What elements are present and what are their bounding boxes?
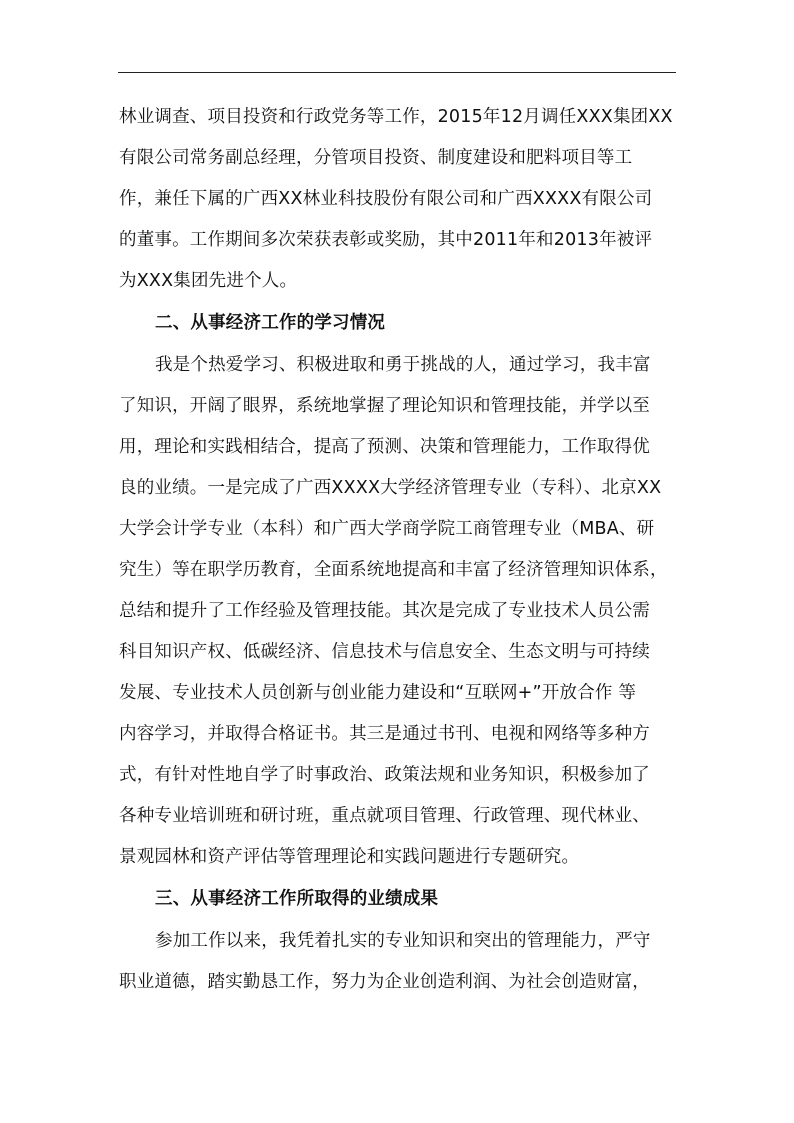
section-heading-3: 三、从事经济工作所取得的业绩成果 bbox=[155, 889, 439, 909]
paragraph-line: 了知识，开阔了眼界，系统地掌握了理论知识和管理技能，并学以至 bbox=[119, 396, 650, 416]
paragraph-line: 各种专业培训班和研讨班，重点就项目管理、行政管理、现代林业、 bbox=[119, 806, 650, 826]
paragraph-line: 式，有针对性地自学了时事政治、政策法规和业务知识，积极参加了 bbox=[119, 765, 650, 785]
paragraph-line: 景观园林和资产评估等管理理论和实践问题进行专题研究。 bbox=[119, 847, 580, 867]
paragraph-line: 为XXX集团先进个人。 bbox=[119, 271, 298, 291]
paragraph-line: 总结和提升了工作经验及管理技能。其次是完成了专业技术人员公需 bbox=[119, 601, 650, 621]
paragraph-line: 科目知识产权、低碳经济、信息技术与信息安全、生态文明与可持续 bbox=[119, 642, 650, 662]
header-rule bbox=[118, 72, 676, 73]
paragraph-line: 的董事。工作期间多次荣获表彰或奖励，其中2011年和2013年被评 bbox=[119, 230, 653, 250]
paragraph-line: 职业道德，踏实勤恳工作，努力为企业创造利润、为社会创造财富， bbox=[119, 972, 650, 992]
paragraph-line: 有限公司常务副总经理，分管项目投资、制度建设和肥料项目等工 bbox=[119, 148, 633, 168]
paragraph-line: 内容学习，并取得合格证书。其三是通过书刊、电视和网络等多种方 bbox=[119, 724, 650, 744]
section-heading-2: 二、从事经济工作的学习情况 bbox=[155, 313, 386, 333]
paragraph-line: 我是个热爱学习、积极进取和勇于挑战的人，通过学习，我丰富 bbox=[155, 355, 651, 375]
paragraph-line: 究生）等在职学历教育，全面系统地提高和丰富了经济管理知识体系， bbox=[119, 560, 668, 580]
paragraph-line: 发展、专业技术人员创新与创业能力建设和“互联网+”开放合作 等 bbox=[119, 683, 637, 703]
paragraph-line: 用，理论和实践相结合，提高了预测、决策和管理能力，工作取得优 bbox=[119, 437, 650, 457]
paragraph-line: 林业调查、项目投资和行政党务等工作，2015年12月调任XXX集团XX bbox=[119, 107, 673, 127]
paragraph-line: 良的业绩。一是完成了广西XXXX大学经济管理专业（专科）、北京XX bbox=[119, 478, 662, 498]
paragraph-line: 作，兼任下属的广西XX林业科技股份有限公司和广西XXXX有限公司 bbox=[119, 189, 653, 209]
paragraph-line: 参加工作以来，我凭着扎实的专业知识和突出的管理能力，严守 bbox=[155, 931, 651, 951]
paragraph-line: 大学会计学专业（本科）和广西大学商学院工商管理专业（MBA、研 bbox=[119, 519, 655, 539]
